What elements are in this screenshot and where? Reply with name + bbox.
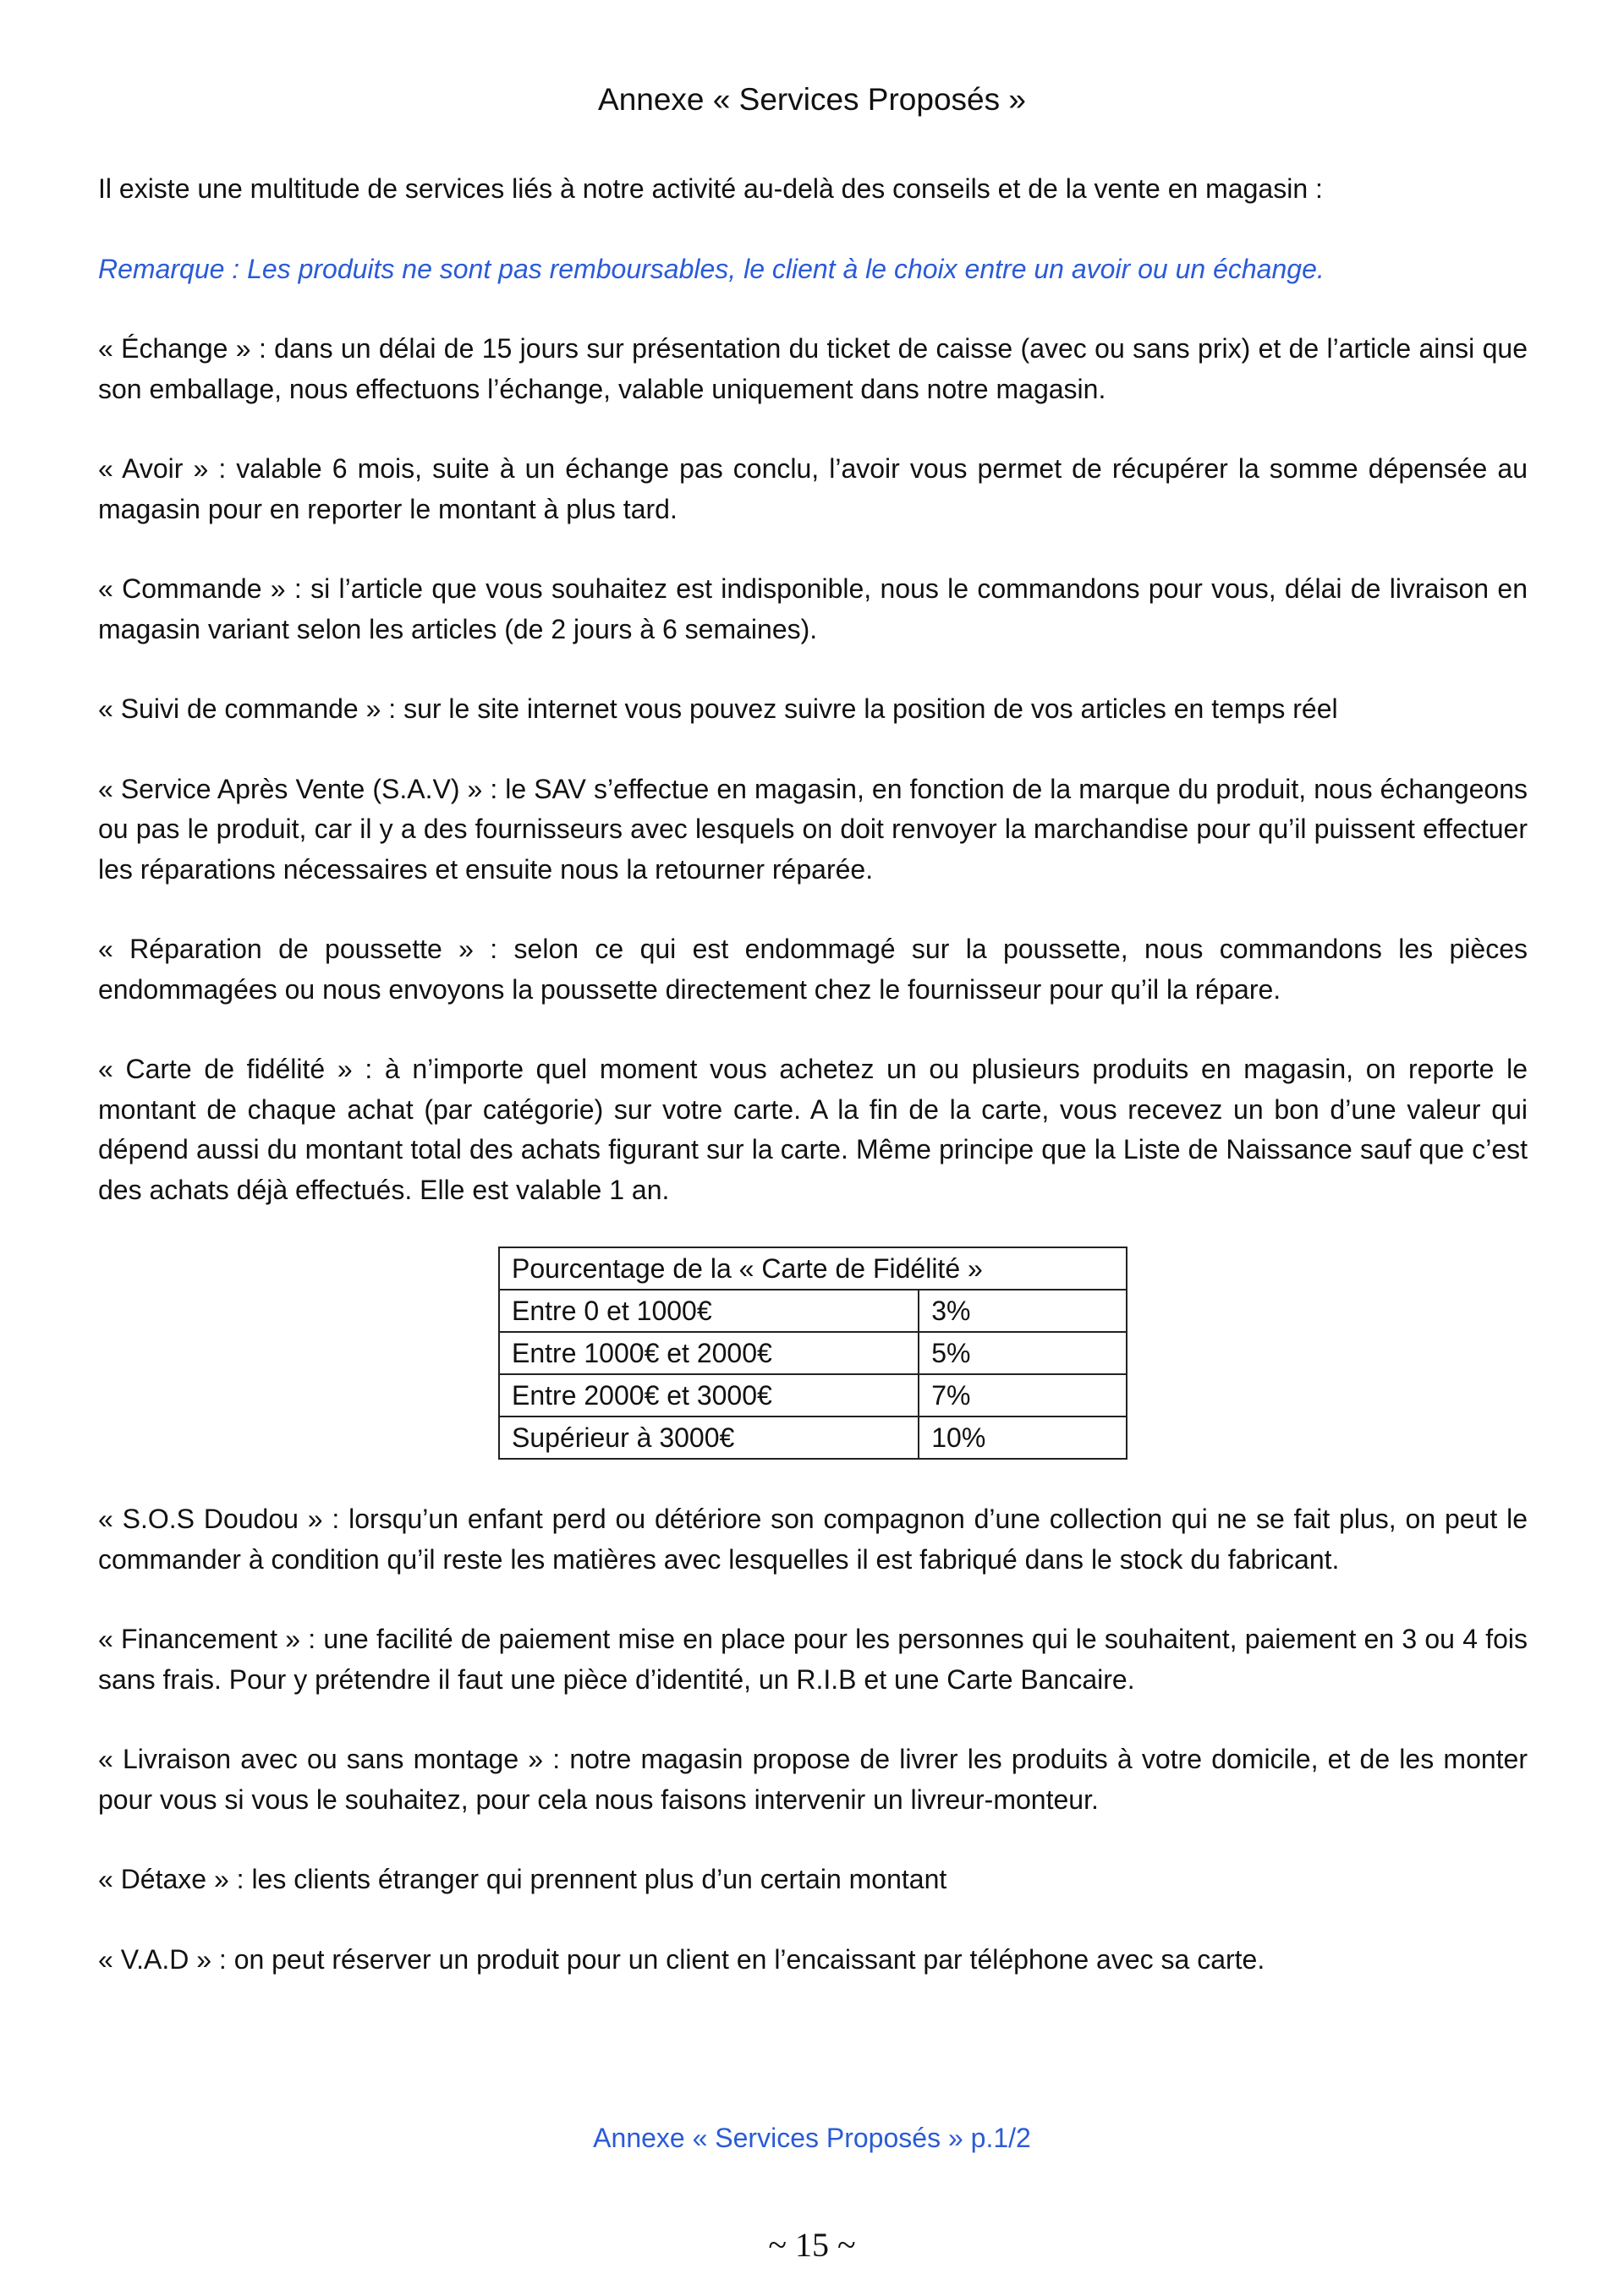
service-commande: « Commande » : si l’article que vous souhaitez est indisponible, nous le commandons pour vous, délai de livraison en magasin variant selon les articles (de 2 jours à 6 semaines). xyxy=(98,573,1528,644)
service-carte-fidelite: « Carte de fidélité » : à n’importe quel moment vous achetez un ou plusieurs produits en magasin, on reporte le montant de chaque achat (par catégorie) sur votre carte. A la fin de la carte, vous recevez un bon d’une valeur qui dépend aussi du montant total des achats figurant sur la carte. Même principe que la Liste de Naissance sauf que c’est des achats déjà effectués. Elle est valable 1 an. xyxy=(98,1054,1528,1205)
service-suivi-commande: « Suivi de commande » : sur le site internet vous pouvez suivre la position de vos articles en temps réel xyxy=(98,693,1338,724)
service-reparation-poussette: « Réparation de poussette » : selon ce qui est endommagé sur la poussette, nous commandons les pièces endommagées ou nous envoyons la poussette directement chez le fournisseur pour qu’il la répare. xyxy=(98,934,1528,1005)
service-avoir: « Avoir » : valable 6 mois, suite à un échange pas conclu, l’avoir vous permet de récupérer la somme dépensée au magasin pour en reporter le montant à plus tard. xyxy=(98,453,1528,524)
table-row xyxy=(499,1290,1127,1332)
service-vad: « V.A.D » : on peut réserver un produit pour un client en l’encaissant par téléphone avec sa carte. xyxy=(98,1943,1265,1975)
service-sos-doudou: « S.O.S Doudou » : lorsqu’un enfant perd ou détériore son compagnon d’une collection qui ne se fait plus, on peut le commander à condition qu’il reste les matières avec lesquelles il est fabriqué dans le stock du fabricant. xyxy=(98,1504,1528,1575)
range-cell: Supérieur à 3000€ xyxy=(499,1417,919,1459)
range-cell: Entre 0 et 1000€ xyxy=(499,1290,919,1332)
table-row xyxy=(499,1332,1127,1374)
remark-note: Remarque : Les produits ne sont pas remboursables, le client à le choix entre un avoir ou un échange. xyxy=(98,253,1325,284)
rate-cell: 3% xyxy=(919,1290,1127,1332)
service-financement: « Financement » : une facilité de paiement mise en place pour les personnes qui le souhaitent, paiement en 3 ou 4 fois sans frais. Pour y prétendre il faut une pièce d’identité, un R.I.B et une Carte Bancaire. xyxy=(98,1624,1528,1695)
page-number: ~ 15 ~ xyxy=(768,2226,856,2264)
service-detaxe: « Détaxe » : les clients étranger qui prennent plus d’un certain montant xyxy=(98,1864,947,1894)
table-header-row xyxy=(499,1247,1127,1290)
rate-cell: 10% xyxy=(919,1417,1127,1459)
range-cell: Entre 2000€ et 3000€ xyxy=(499,1374,919,1417)
loyalty-rate-table xyxy=(498,1247,1127,1460)
range-cell: Entre 1000€ et 2000€ xyxy=(499,1332,919,1374)
service-livraison-montage: « Livraison avec ou sans montage » : notre magasin propose de livrer les produits à votre domicile, et de les monter pour vous si vous le souhaitez, pour cela nous faisons intervenir un livreur-monteur. xyxy=(98,1744,1528,1815)
table-row xyxy=(499,1417,1127,1459)
document-body xyxy=(98,169,1528,2019)
footer-reference: Annexe « Services Proposés » p.1/2 xyxy=(593,2123,1031,2153)
page-title: Annexe « Services Proposés » xyxy=(598,82,1026,117)
rate-cell: 5% xyxy=(919,1332,1127,1374)
table-header-cell: Pourcentage de la « Carte de Fidélité » xyxy=(499,1247,1127,1290)
service-sav: « Service Après Vente (S.A.V) » : le SAV s’effectue en magasin, en fonction de la marque du produit, nous échangeons ou pas le produit, car il y a des fournisseurs avec lesquels on doit renvoyer la marchandise pour qu’il puissent effectuer les réparations nécessaires et ensuite nous la retourner réparée. xyxy=(98,773,1528,885)
service-echange: « Échange » : dans un délai de 15 jours sur présentation du ticket de caisse (avec ou sans prix) et de l’article ainsi que son emballage, nous effectuons l’échange, valable uniquement dans notre magasin. xyxy=(98,333,1528,404)
rate-cell: 7% xyxy=(919,1374,1127,1417)
table-row xyxy=(499,1374,1127,1417)
intro-paragraph: Il existe une multitude de services liés à notre activité au-delà des conseils et de la vente en magasin : xyxy=(98,173,1323,204)
